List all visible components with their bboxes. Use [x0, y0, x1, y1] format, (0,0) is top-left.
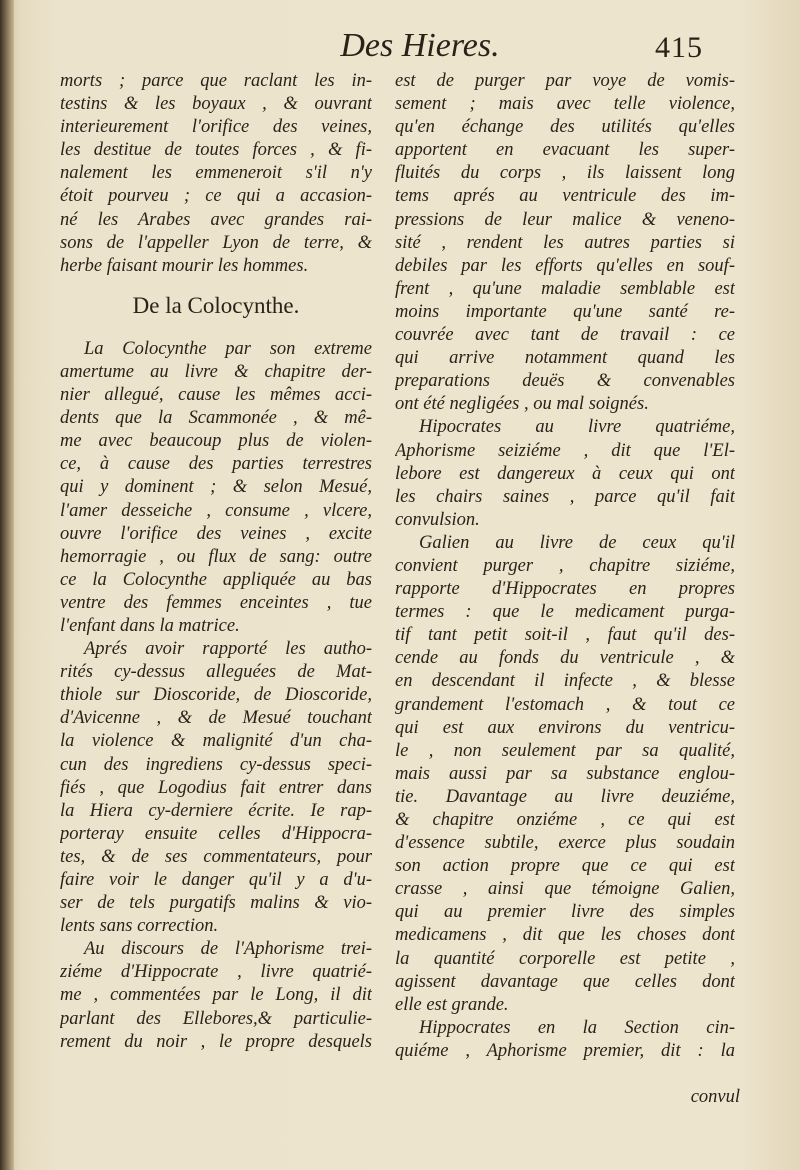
- text-line: l'enfant dans la matrice.: [60, 615, 240, 636]
- text-line: amertume au livre & chapitre der-: [60, 361, 372, 382]
- text-line: ser de tels purgatifs malins & vio-: [60, 893, 372, 914]
- text-line: crasse , ainsi que témoigne Galien,: [395, 879, 735, 900]
- text-line: étoit pourveu ; ce qui a accasion-: [60, 186, 372, 207]
- text-line: fluités du corps , ils laissent long: [395, 163, 735, 184]
- page-number: 415: [655, 31, 703, 64]
- running-title: Des Hieres.: [340, 27, 500, 64]
- text-line: lebore est dangereux à ceux qui ont: [395, 463, 735, 484]
- text-line: ouvre l'orifice des veines , excite: [60, 523, 372, 544]
- text-line: Hipocrates au livre quatriéme,: [419, 417, 735, 438]
- right-column: [395, 70, 735, 1063]
- text-line: qui est aux environs du ventricu-: [395, 717, 735, 738]
- text-line: rités cy-dessus alleguées de Mat-: [60, 662, 372, 683]
- text-line: grandement l'estomach , & tout ce: [395, 694, 735, 715]
- text-line: les chairs saines , parce qu'il fait: [395, 486, 735, 507]
- text-line: testins & les boyaux , & ouvrant: [60, 94, 372, 115]
- text-line: apportent en evacuant les super-: [395, 140, 735, 161]
- text-line: morts ; parce que raclant les in-: [60, 71, 372, 91]
- text-line: quiéme , Aphorisme premier, dit : la: [395, 1040, 735, 1061]
- text-line: pressions de leur malice & veneno-: [395, 209, 735, 230]
- text-line: en descendant il infecte , & blesse: [395, 671, 735, 692]
- text-line: cun des ingrediens cy-dessus speci-: [60, 754, 372, 775]
- text-line: d'Avicenne , & de Mesué touchant: [60, 708, 372, 729]
- text-line: cende au fonds du ventricule , &: [395, 648, 735, 669]
- text-line: ont été negligées , ou mal soignés.: [395, 394, 649, 415]
- left-column-top-text: [60, 70, 372, 278]
- text-line: qui y dominent ; & selon Mesué,: [60, 477, 372, 498]
- text-line: herbe faisant mourir les hommes.: [60, 255, 309, 276]
- text-line: convient purger , chapitre siziéme,: [395, 555, 735, 576]
- text-line: faire voir le danger qu'il y a d'u-: [60, 870, 372, 890]
- right-column-body-text: [395, 70, 735, 1063]
- text-line: l'amer desseiche , consume , vlcere,: [60, 500, 372, 521]
- text-line: termes : que le medicament purga-: [395, 602, 735, 623]
- text-line: ce la Colocynthe appliquée au bas: [60, 569, 372, 590]
- text-line: nier allegué, cause les mêmes acci-: [60, 385, 372, 406]
- text-line: elle est grande.: [395, 994, 509, 1015]
- text-line: sons de l'appeller Lyon de terre, &: [60, 232, 372, 253]
- text-line: rement du noir , le propre desquels: [60, 1031, 372, 1052]
- text-line: hemorragie , ou flux de sang: outre: [60, 546, 372, 567]
- text-line: né les Arabes avec grandes rai-: [60, 209, 372, 230]
- book-spine-shadow: [0, 0, 14, 1170]
- text-line: parlant des Ellebores,& particulie-: [60, 1008, 372, 1029]
- text-line: la Hiera cy-derniere écrite. Ie rap-: [60, 800, 372, 821]
- text-line: le , non seulement par sa qualité,: [395, 740, 735, 761]
- text-line: nalement les emmeneroit s'il n'y: [60, 163, 372, 184]
- text-line: preparations deuës & convenables: [395, 371, 735, 392]
- text-line: mais aussi par sa substance englou-: [395, 763, 735, 784]
- text-line: frent , qu'une maladie semblable est: [395, 278, 735, 299]
- text-line: thiole sur Dioscoride, de Dioscoride,: [60, 685, 372, 706]
- text-line: est de purger par voye de vomis-: [395, 71, 735, 91]
- section-heading: De la Colocynthe.: [132, 292, 300, 318]
- text-line: me avec beaucoup plus de violen-: [60, 431, 372, 452]
- text-line: porteray ensuite celles d'Hippocra-: [60, 823, 372, 844]
- text-line: Aprés avoir rapporté les autho-: [84, 639, 372, 660]
- text-line: moins importante qu'une santé re-: [395, 301, 735, 322]
- text-line: tems aprés au ventricule des im-: [395, 186, 735, 207]
- text-line: tif tant petit soit-il , faut qu'il des-: [395, 625, 735, 646]
- text-line: agissent davantage que celles dont: [395, 971, 735, 992]
- text-line: Aphorisme seiziéme , dit que l'El-: [395, 440, 735, 461]
- text-line: qui arrive notamment quand les: [395, 348, 735, 369]
- text-line: convulsion.: [395, 509, 480, 530]
- text-line: la quantité corporelle est petite ,: [395, 948, 735, 969]
- text-line: sement ; mais avec telle violence,: [395, 94, 735, 115]
- text-line: tie. Davantage au livre deuziéme,: [395, 786, 735, 807]
- text-line: ce, à cause des parties terrestres: [60, 454, 372, 475]
- text-line: lents sans correction.: [60, 916, 219, 937]
- text-line: debiles par les efforts qu'elles en souf-: [395, 255, 735, 276]
- text-line: medicamens , dit que les choses dont: [395, 925, 735, 946]
- text-line: Galien au livre de ceux qu'il: [419, 532, 735, 553]
- text-line: tes, & de ses commentateurs, pour: [60, 846, 372, 867]
- text-line: ventre des femmes enceintes , tue: [60, 592, 372, 613]
- text-line: ziéme d'Hippocrate , livre quatrié-: [60, 962, 372, 983]
- text-line: sité , rendent les autres parties si: [395, 232, 735, 253]
- text-line: son action propre que ce qui est: [395, 856, 735, 877]
- text-line: couvrée avec tant de travail : ce: [395, 325, 735, 346]
- text-line: La Colocynthe par son extreme: [84, 338, 372, 359]
- text-line: rapporte d'Hippocrates en propres: [395, 579, 735, 600]
- text-line: qui au premier livre des simples: [395, 902, 735, 923]
- left-column: [60, 70, 372, 1054]
- left-column-body-text: [60, 338, 372, 1054]
- text-line: les destitue de toutes forces , & fi-: [60, 140, 372, 161]
- text-line: interieurement l'orifice des veines,: [60, 117, 372, 138]
- text-line: dents que la Scammonée , & mê-: [60, 408, 372, 429]
- text-line: me , commentées par le Long, il dit: [60, 985, 372, 1006]
- catchword: convul: [690, 1087, 740, 1107]
- text-line: qu'en échange des utilités qu'elles: [395, 117, 735, 138]
- text-line: Au discours de l'Aphorisme trei-: [84, 939, 372, 960]
- text-line: & chapitre onziéme , ce qui est: [395, 810, 735, 830]
- text-line: fiés , que Logodius fait entrer dans: [60, 777, 372, 798]
- text-line: d'essence subtile, exerce plus soudain: [395, 833, 735, 854]
- text-line: la violence & malignité d'un cha-: [60, 731, 372, 752]
- text-line: Hippocrates en la Section cin-: [419, 1017, 735, 1038]
